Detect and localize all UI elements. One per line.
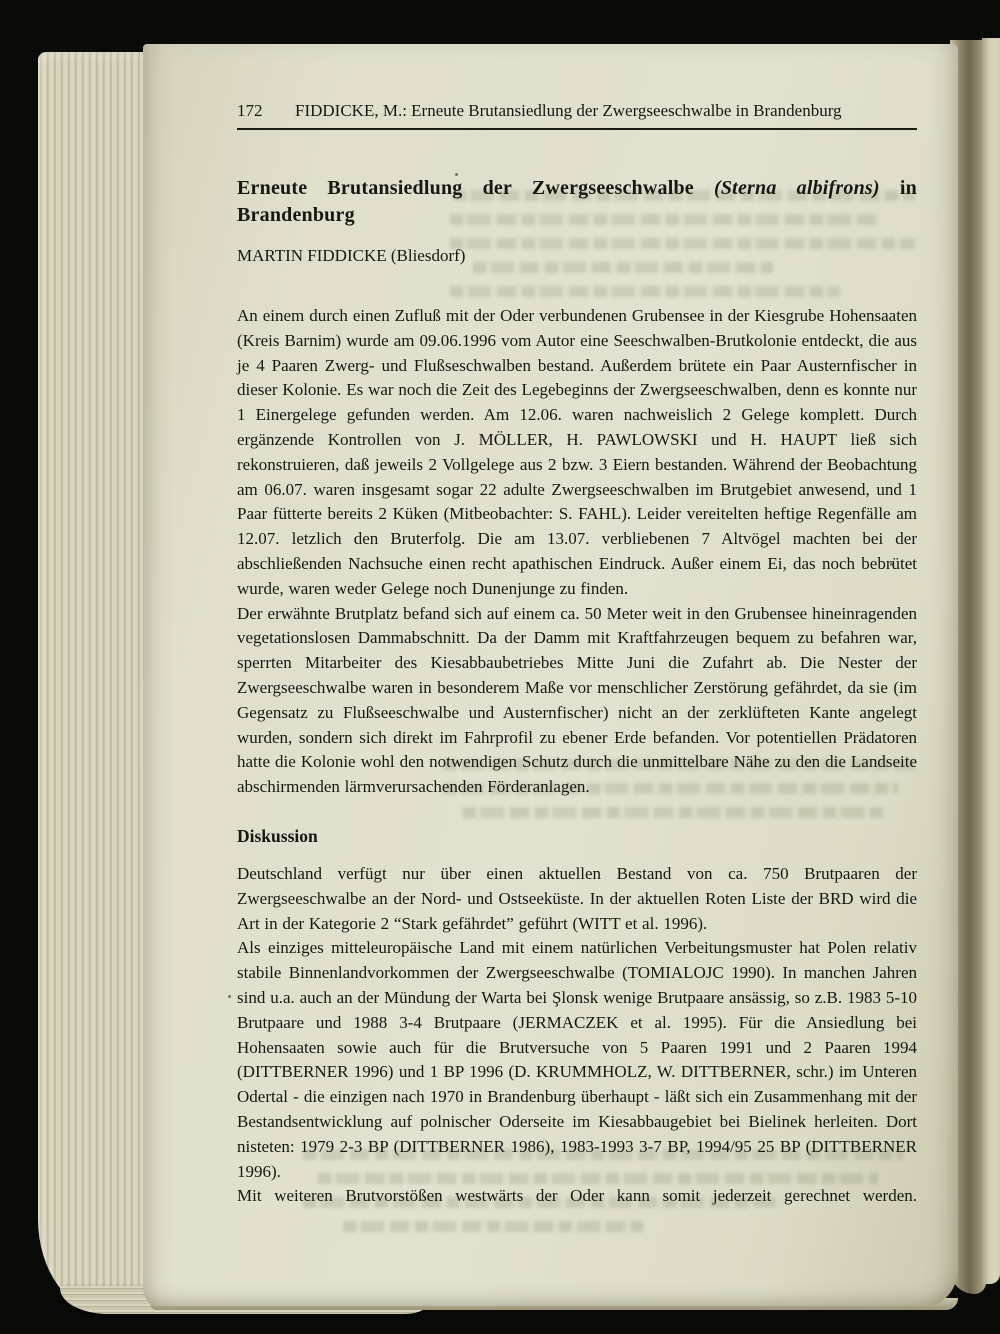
- discussion-section: [237, 862, 917, 1209]
- discussion-paragraph: Deutschland verfügt nur über einen aktuellen Bestand von ca. 750 Brutpaaren der Zwergseeschwalbe an der Nord- und Ostseeküste. In der aktuellen Roten Liste der BRD wird die Art in der Kategorie 2 “Stark gefährdet” geführt (WITT et al. 1996).: [237, 863, 917, 933]
- article-title-line2: Brandenburg: [237, 204, 355, 226]
- running-title: FIDDICKE, M.: Erneute Brutansiedlung der Zwergseeschwalbe in Brandenburg: [295, 101, 842, 120]
- article-title: [237, 175, 917, 229]
- book-page: [143, 44, 958, 1306]
- discussion-paragraph: Als einziges mitteleuropäische Land mit einem natürlichen Verbeitungsmuster hat Polen relativ stabile Binnenlandvorkommen der Zwergseeschwalbe (TOMIALOJC 1990). In manchen Jahren sind u.a. auch an der Mündung der Warta bei Şlonsk wenige Brutpaare ansässig, so z.B. 1983 5-10 Brutpaare und 1988 3-4 Brutpaare (JERMACZEK et al. 1995). Für die Ansiedlung bei Hohensaaten sowie auch für die Brutversuche von 5 Paaren 1991 und 2 Paaren 1994 (DITTBERNER 1996) und 1 BP 1996 (D. KRUMMHOLZ, W. DITTBERNER, schr.) im Unteren Odertal - die einzigen nach 1970 in Brandenburg überhaupt - läßt sich ein Zusammenhang mit der Bestandsentwicklung auf polnischer Oderseite im Kiesabbaugebiet bei Bielinek herleiten. Dort nisteten: 1979 2-3 BP (DITTBERNER 1986), 1983-1993 3-7 BP, 1994/95 25 BP (DITTBERNER 1996).: [237, 938, 917, 1181]
- abstract-paragraph: Der erwähnte Brutplatz befand sich auf einem ca. 50 Meter weit in den Grubensee hineinragenden vegetationslosen Dammabschnitt. Da der Damm mit Kraftfahrzeugen bequem zu befahren war, sperrten Mitarbeiter des Kiesabbaubetriebes Mitte Juni die Zufahrt ab. Die Nester der Zwergseeschwalbe waren in besonderem Maße vor menschlicher Zerstörung gefährdet, da sie (im Gegensatz zu Flußseeschwalbe und Austernfischer) nicht an der zerklüfteten Kante angelegt wurden, sondern sich direkt im Fahrprofil zu ebener Erde befanden. Vor potentiellen Prädatoren hatte die Kolonie wohl den notwendigen Schutz durch die unmittelbare Nähe zu den die Landseite abschirmenden lärmverursachenden Förderanlagen.: [237, 603, 917, 797]
- facing-page-edge: [982, 38, 1000, 1284]
- page-number: 172: [237, 101, 263, 120]
- author-line: MARTIN FIDDICKE (Bliesdorf): [237, 246, 466, 265]
- page-header: [237, 101, 917, 130]
- page-content: [237, 101, 917, 1209]
- article-title-line1: [237, 175, 917, 202]
- bleedthrough-line: [343, 1221, 643, 1232]
- title-text-tail: in: [899, 177, 917, 199]
- species-name: (Sterna albifrons): [714, 177, 880, 199]
- abstract-paragraph: An einem durch einen Zufluß mit der Oder verbundenen Grubensee in der Kiesgrube Hohensaaten (Kreis Barnim) wurde am 09.06.1996 vom Autor eine Seeschwalben-Brutkolonie entdeckt, die aus je 4 Paaren Zwerg- und Flußseschwalben bestand. Außerdem brütete ein Paar Austernfischer in dieser Kolonie. Es war noch die Zeit des Legebeginns der Zwergseeschwalben, denn es konnte nur 1 Einergelege gefunden werden. Am 12.06. waren nachweislich 2 Gelege komplett. Durch ergänzende Kontrollen von J. MÖLLER, H. PAWLOWSKI und H. HAUPT ließ sich rekonstruieren, daß jeweils 2 Vollgelege aus 2 bzw. 3 Eiern bestanden. Während der Beobachtung am 06.07. waren insgesamt sogar 22 adulte Zwergseeschwalben im Brutgebiet anwesend, und 1 Paar fütterte bereits 2 Küken (Mitbeobachter: S. FAHL). Leider vereitelten heftige Regenfälle am 12.07. letzlich den Bruterfolg. Die am 13.07. verbliebenen 7 Altvögel machten bei der abschließenden Nachsuche einen recht apathischen Eindruck. Außer einem Ei, das noch bebrütet wurde, waren weder Gelege noch Dunenjunge zu finden.: [237, 306, 917, 598]
- abstract-section: [237, 304, 917, 800]
- discussion-heading: Diskussion: [237, 825, 318, 846]
- discussion-paragraph: Mit weiteren Brutvorstößen westwärts der Oder kann somit jederzeit gerechnet werden.: [237, 1186, 917, 1206]
- title-text: Erneute Brutansiedlung der Zwergseeschwalbe: [237, 177, 694, 199]
- scan-speck: [228, 995, 231, 998]
